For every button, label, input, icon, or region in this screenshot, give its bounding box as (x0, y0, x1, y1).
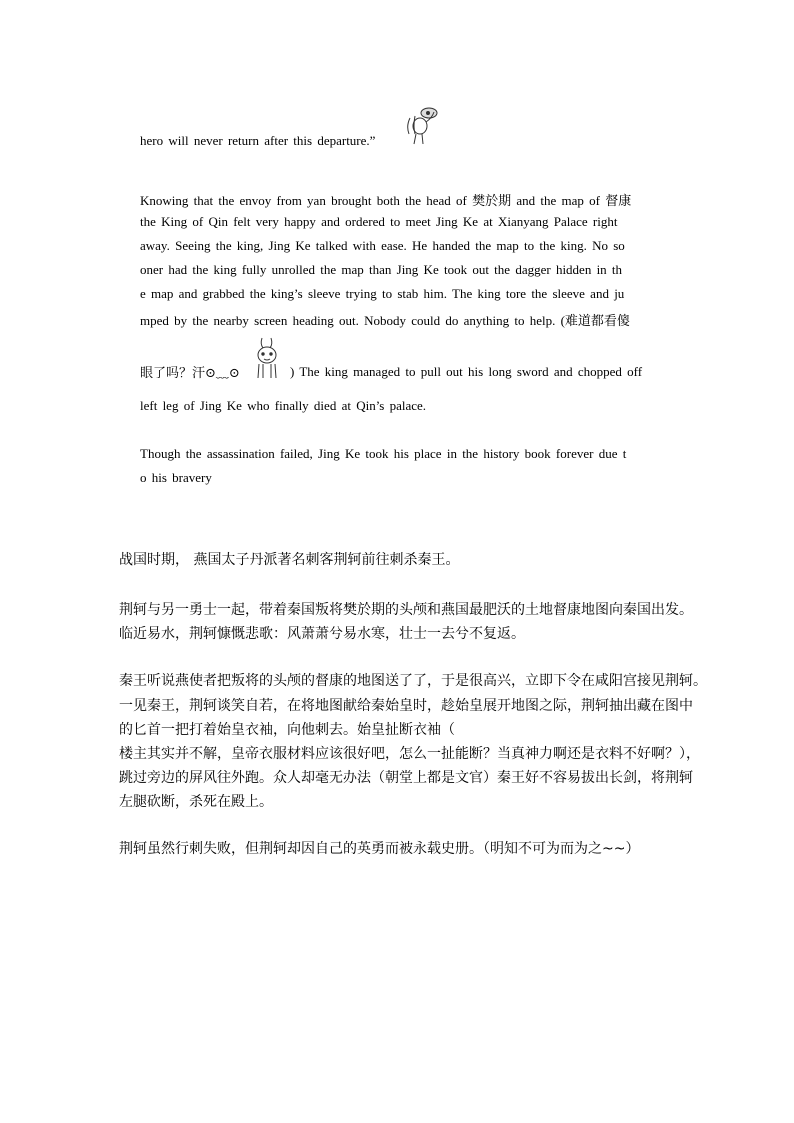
waving-bunny-emoticon-icon (398, 104, 444, 146)
english-para2-line: oner had the king fully unrolled the map than Jing Ke took out the dagger hidden in th (140, 262, 623, 277)
english-para2-line: e map and grabbed the king’s sleeve trying to stab him. The king tore the sleeve and ju (140, 286, 625, 301)
chinese-para2-line: 荆轲与另一勇士一起，带着秦国叛将樊於期的头颅和燕国最肥沃的土地督康地图向秦国出发。 (119, 602, 693, 618)
chinese-para3-line: 楼主其实并不解，皇帝衣服材料应该很好吧，怎么一扯能断？当真神力啊还是衣料不好啊？）， (119, 746, 700, 762)
english-para3-line: Though the assassination failed, Jing Ke took his place in the history book forever due t (140, 446, 627, 461)
english-para2-line: away. Seeing the king, Jing Ke talked with ease. He handed the map to the king. No so (140, 238, 625, 253)
english-para2-line-start: 眼了吗？汗⊙﹏⊙ (140, 365, 240, 380)
chinese-para3-line: 跳过旁边的屏风往外跑。众人却毫无办法（朝堂上都是文官）秦王好不容易拔出长剑，将荆轲 (119, 770, 693, 786)
chinese-para1: 战国时期， 燕国太子丹派著名刺客荆轲前往刺杀秦王。 (119, 552, 460, 568)
bunny-emoticon-icon (253, 336, 281, 380)
english-para2-line: the King of Qin felt very happy and ordered to meet Jing Ke at Xianyang Palace right (140, 214, 618, 229)
chinese-para2-line: 临近易水，荆轲慷慨悲歌：风萧萧兮易水寒，壮士一去兮不复返。 (119, 626, 525, 642)
english-para2-line-end: ) The king managed to pull out his long sword and chopped off (290, 364, 643, 379)
english-para2-line: mped by the nearby screen heading out. Nobody could do anything to help. (难道都看傻 (140, 313, 630, 328)
chinese-para3-line: 秦王听说燕使者把叛将的头颅的督康的地图送了了，于是很高兴，立即下令在咸阳宫接见荆轲。 (119, 673, 707, 689)
english-para1-line: hero will never return after this departure.” (140, 133, 376, 148)
english-para3-line: o his bravery (140, 470, 212, 485)
english-para2-line: Knowing that the envoy from yan brought both the head of 樊於期 and the map of 督康 (140, 193, 632, 208)
chinese-para4: 荆轲虽然行刺失败，但荆轲却因自己的英勇而被永载史册。（明知不可为而为之~~） (119, 841, 640, 857)
chinese-para3-line: 一见秦王，荆轲谈笑自若，在将地图献给秦始皇时，趁始皇展开地图之际，荆轲抽出藏在图中 (119, 698, 693, 714)
chinese-para3-line: 左腿砍断，杀死在殿上。 (119, 794, 273, 810)
english-para2-line: left leg of Jing Ke who finally died at Qin’s palace. (140, 398, 427, 413)
chinese-para3-line: 的匕首一把打着始皇衣袖，向他刺去。始皇扯断衣袖（ (119, 722, 455, 738)
